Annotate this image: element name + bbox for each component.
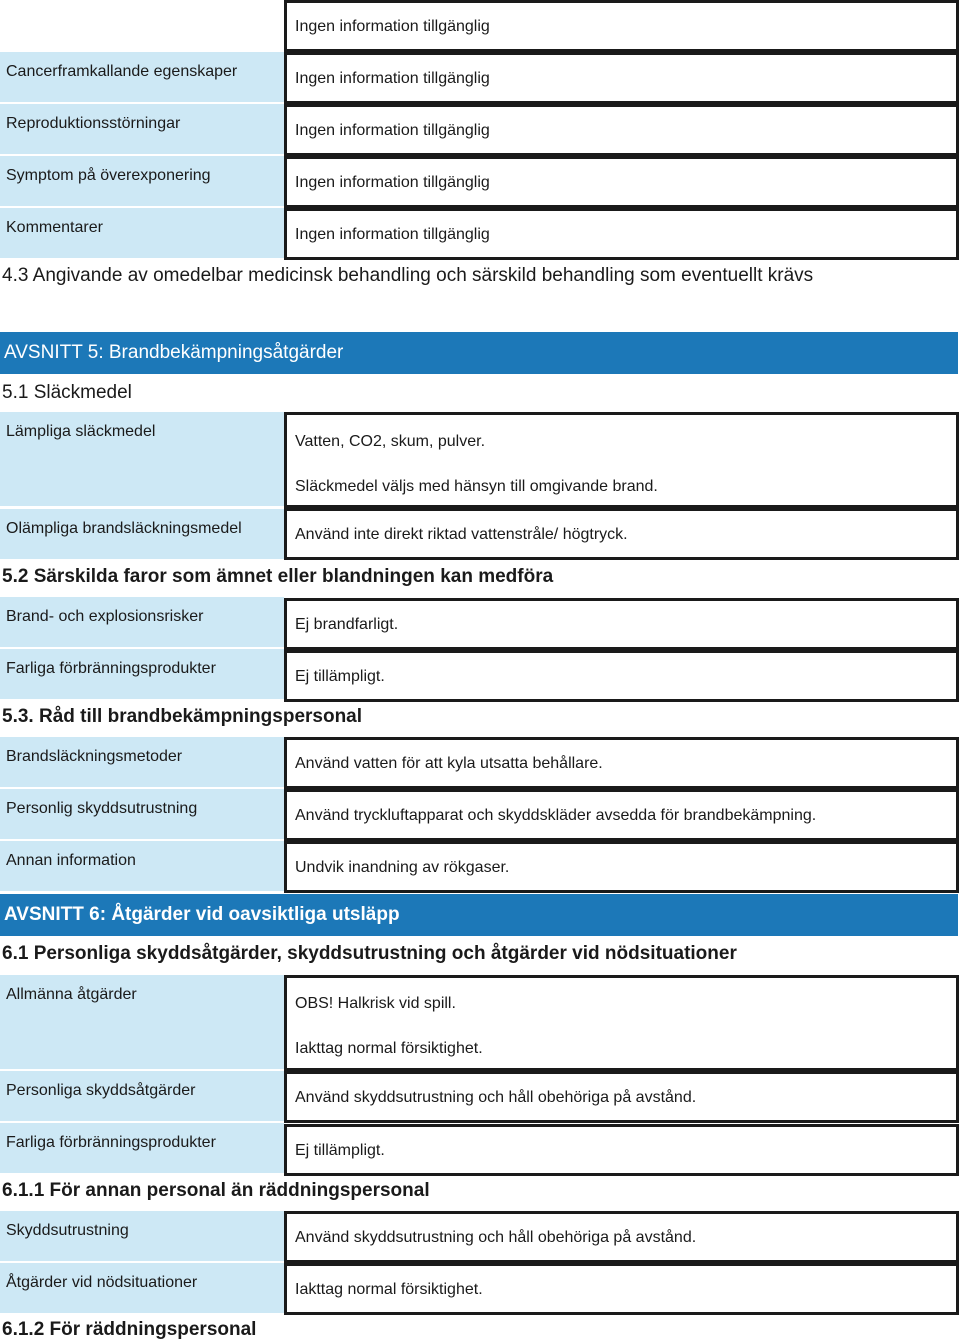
value-cell (284, 1263, 959, 1315)
value-text: Använd vatten för att kyla utsatta behållare. (295, 755, 603, 772)
label-text: Åtgärder vid nödsituationer (6, 1274, 198, 1291)
label-text: Cancerframkallande egenskaper (6, 63, 238, 80)
label-text: Farliga förbränningsprodukter (6, 660, 216, 677)
label-text: Reproduktionsstörningar (6, 115, 181, 132)
value-cell (284, 737, 959, 789)
label-cell (0, 1263, 284, 1313)
label-cell (0, 52, 284, 102)
value-text: Ej tillämpligt. (295, 1142, 385, 1159)
value-cell (284, 52, 959, 104)
label-text: Allmänna åtgärder (6, 986, 137, 1003)
label-cell (0, 156, 284, 206)
value-cell (284, 156, 959, 208)
value-cell (284, 1211, 959, 1263)
value-cell (284, 412, 959, 508)
value-cell (284, 0, 959, 52)
subsection-heading-5-1: 5.1 Släckmedel (2, 382, 132, 403)
label-cell (0, 975, 284, 1069)
value-text: Undvik inandning av rökgaser. (295, 859, 510, 876)
subsection-heading-6-1: 6.1 Personliga skyddsåtgärder, skyddsutrustning och åtgärder vid nödsituationer (2, 943, 737, 964)
label-text: Annan information (6, 852, 136, 869)
label-text: Symptom på överexponering (6, 167, 211, 184)
value-cell (284, 508, 959, 560)
label-text: Personlig skyddsutrustning (6, 800, 198, 817)
label-cell (0, 1123, 284, 1173)
label-text: Olämpliga brandsläckningsmedel (6, 520, 242, 537)
label-cell (0, 412, 284, 506)
value-text: OBS! Halkrisk vid spill. (295, 995, 456, 1012)
value-text: Iakttag normal försiktighet. (295, 1040, 483, 1057)
value-text: Ej brandfarligt. (295, 616, 399, 633)
value-cell (284, 841, 959, 893)
value-text: Använd inte direkt riktad vattenstråle/ högtryck. (295, 526, 628, 543)
value-text: Vatten, CO2, skum, pulver. (295, 433, 486, 450)
section-5-header: AVSNITT 5: Brandbekämpningsåtgärder (0, 332, 958, 374)
value-text: Ingen information tillgänglig (295, 18, 490, 35)
label-text: Brandsläckningsmetoder (6, 748, 183, 765)
subsection-heading-6-1-2: 6.1.2 För räddningspersonal (2, 1319, 257, 1340)
value-cell (284, 650, 959, 702)
value-text: Ingen information tillgänglig (295, 174, 490, 191)
label-text: Skyddsutrustning (6, 1222, 129, 1239)
label-cell (0, 1211, 284, 1261)
value-cell (284, 975, 959, 1071)
label-cell (0, 789, 284, 839)
value-text: Ingen information tillgänglig (295, 226, 490, 243)
label-cell (0, 649, 284, 699)
label-cell (0, 1071, 284, 1121)
label-cell (0, 208, 284, 258)
value-cell (284, 789, 959, 841)
value-text: Släckmedel väljs med hänsyn till omgivande brand. (295, 478, 658, 495)
label-cell (0, 841, 284, 891)
value-text: Använd tryckluftapparat och skyddskläder avsedda för brandbekämpning. (295, 807, 817, 824)
value-text: Ingen information tillgänglig (295, 70, 490, 87)
value-text: Iakttag normal försiktighet. (295, 1281, 483, 1298)
value-cell (284, 1124, 959, 1176)
value-cell (284, 598, 959, 650)
label-text: Kommentarer (6, 219, 103, 236)
label-text: Personliga skyddsåtgärder (6, 1082, 196, 1099)
value-cell (284, 208, 959, 260)
subsection-heading-5-2: 5.2 Särskilda faror som ämnet eller blandningen kan medföra (2, 566, 554, 587)
subsection-heading-6-1-1: 6.1.1 För annan personal än räddningspersonal (2, 1180, 430, 1201)
label-cell (0, 597, 284, 647)
value-text: Använd skyddsutrustning och håll obehöriga på avstånd. (295, 1089, 697, 1106)
value-cell (284, 104, 959, 156)
value-cell (284, 1071, 959, 1123)
label-cell (0, 737, 284, 787)
label-cell (0, 509, 284, 559)
subsection-heading-4-3: 4.3 Angivande av omedelbar medicinsk behandling och särskild behandling som eventuellt krävs (2, 265, 814, 286)
value-text: Ej tillämpligt. (295, 668, 385, 685)
subsection-heading-5-3: 5.3. Råd till brandbekämpningspersonal (2, 706, 363, 727)
value-text: Ingen information tillgänglig (295, 122, 490, 139)
label-text: Brand- och explosionsrisker (6, 608, 204, 625)
value-text: Använd skyddsutrustning och håll obehöriga på avstånd. (295, 1229, 697, 1246)
label-text: Lämpliga släckmedel (6, 423, 156, 440)
section-6-header: AVSNITT 6: Åtgärder vid oavsiktliga utsläpp (0, 894, 958, 936)
label-text: Farliga förbränningsprodukter (6, 1134, 216, 1151)
label-cell (0, 104, 284, 154)
